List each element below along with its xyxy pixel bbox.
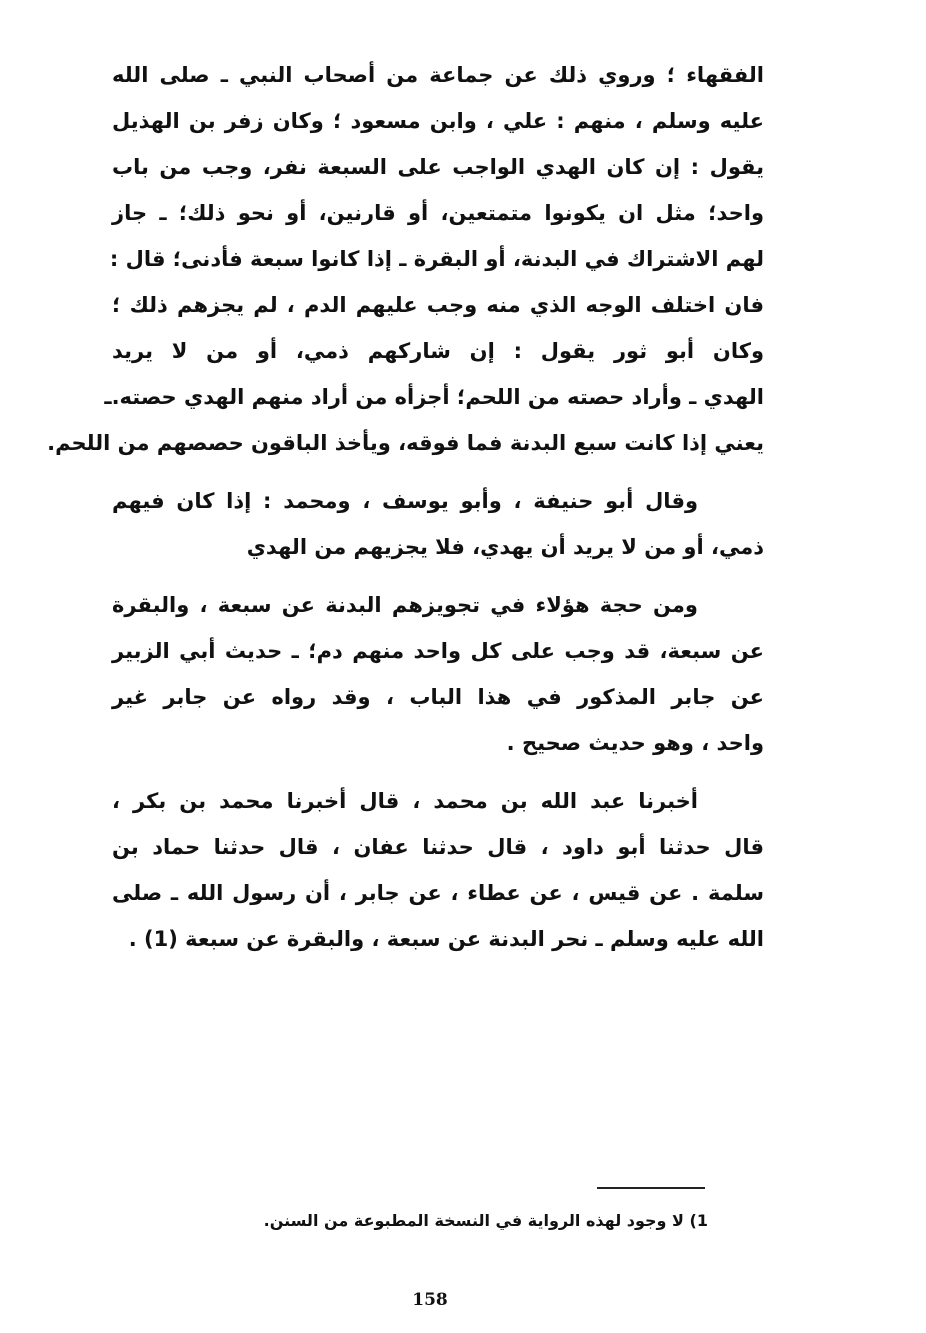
text-line: عن جابر المذكور في هذا الباب ، وقد رواه عن جابر غير xyxy=(112,685,764,709)
footnote xyxy=(180,1206,708,1236)
text-line: ومن حجة هؤلاء في تجويزهم البدنة عن سبعة ، والبقرة xyxy=(112,593,698,617)
text-line: الهدي ـ وأراد حصته من اللحم؛ أجزأه من أراد منهم الهدي حصته.ـ xyxy=(104,385,764,409)
paragraph-4 xyxy=(112,778,764,962)
paragraph-3 xyxy=(112,582,764,766)
text-line: يعني إذا كانت سبع البدنة فما فوقه، ويأخذ الباقون حصصهم من اللحم. xyxy=(47,431,764,455)
text-line: وكان أبو ثور يقول : إن شاركهم ذمي، أو من لا يريد xyxy=(112,339,764,363)
text-line: يقول : إن كان الهدي الواجب على السبعة نفر، وجب من باب xyxy=(112,155,764,179)
text-line: عن سبعة، قد وجب على كل واحد منهم دم؛ ـ حديث أبي الزبير xyxy=(112,639,764,663)
paragraph-1 xyxy=(47,52,764,466)
text-line: الله عليه وسلم ـ نحر البدنة عن سبعة ، والبقرة عن سبعة (1) . xyxy=(128,927,764,951)
page-number: 158 xyxy=(412,1290,448,1310)
text-line: لهم الاشتراك في البدنة، أو البقرة ـ إذا كانوا سبعة فأدنى؛ قال : xyxy=(109,247,764,271)
text-line: فان اختلف الوجه الذي منه وجب عليهم الدم ، لم يجزهم ذلك ؛ xyxy=(112,293,764,317)
text-line: واحد ، وهو حديث صحيح . xyxy=(506,731,764,755)
footnote-divider xyxy=(597,1187,705,1189)
text-line: سلمة . عن قيس ، عن عطاء ، عن جابر ، أن رسول الله ـ صلى xyxy=(112,881,764,905)
text-line: وقال أبو حنيفة ، وأبو يوسف ، ومحمد : إذا كان فيهم xyxy=(112,489,698,513)
text-line: قال حدثنا أبو داود ، قال حدثنا عفان ، قال حدثنا حماد بن xyxy=(112,835,764,859)
footnote-text: لا وجود لهذه الرواية في النسخة المطبوعة من السنن. xyxy=(263,1211,684,1230)
text-line: أخبرنا عبد الله بن محمد ، قال أخبرنا محمد بن بكر ، xyxy=(112,789,698,813)
text-line: واحد؛ مثل ان يكونوا متمتعين، أو قارنين، أو نحو ذلك؛ ـ جاز xyxy=(112,201,764,225)
text-line: عليه وسلم ، منهم : علي ، وابن مسعود ؛ وكان زفر بن الهذيل xyxy=(112,109,764,133)
paragraph-2 xyxy=(112,478,764,570)
text-line: الفقهاء ؛ وروي ذلك عن جماعة من أصحاب النبي ـ صلى الله xyxy=(112,63,764,87)
footnote-marker: 1) xyxy=(689,1211,708,1230)
text-line: ذمي، أو من لا يريد أن يهدي، فلا يجزيهم من الهدي xyxy=(246,535,764,559)
